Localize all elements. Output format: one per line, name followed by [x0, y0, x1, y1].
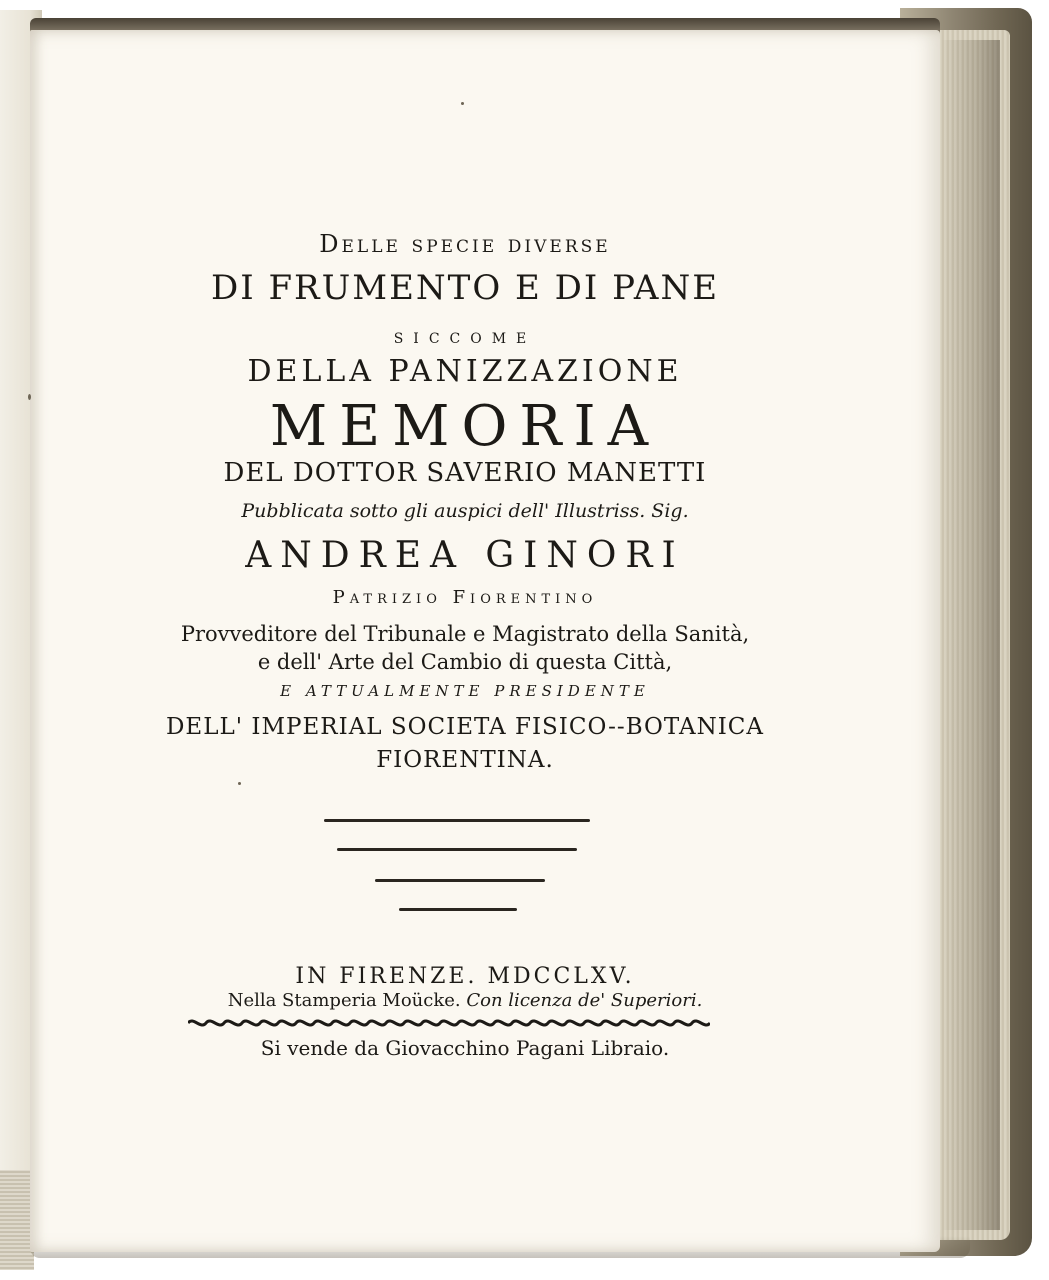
edge-shadow — [940, 40, 1000, 1230]
title-line-4: DELLA PANIZZAZIONE — [247, 354, 683, 389]
decorative-rule-3 — [375, 879, 545, 882]
ornament-border — [188, 1016, 710, 1030]
title-line-3: siccome — [393, 324, 537, 348]
dedication-line: Pubblicata sotto gli auspici dell' Illustriss. Sig. — [241, 500, 689, 522]
patron-title: Patrizio Fiorentino — [332, 587, 598, 608]
imprint-printer-line — [30, 990, 900, 1011]
society-line-2: FIORENTINA. — [376, 747, 554, 773]
decorative-rule-2 — [337, 848, 577, 851]
paper-speck — [28, 394, 31, 400]
title-line-2: DI FRUMENTO E DI PANE — [210, 268, 720, 308]
title-line-1: Delle specie diverse — [319, 230, 611, 258]
patron-office-1: Provveditore del Tribunale e Magistrato della Sanità, — [180, 622, 750, 646]
patron-office-2: e dell' Arte del Cambio di questa Città, — [257, 650, 673, 674]
imprint-place-date: IN FIRENZE. MDCCLXV. — [295, 964, 635, 989]
imprint-license: Con licenza de' Superiori. — [466, 990, 703, 1011]
patron-name: ANDREA GINORI — [245, 535, 685, 576]
paper-speck — [461, 102, 464, 105]
decorative-rule-1 — [324, 819, 590, 822]
title-page — [30, 30, 940, 1252]
author-line: DEL DOTTOR SAVERIO MANETTI — [223, 458, 707, 488]
patron-office-3: E ATTUALMENTE PRESIDENTE — [280, 682, 650, 700]
imprint-seller: Si vende da Giovacchino Pagani Libraio. — [260, 1036, 670, 1060]
main-title: MEMORIA — [269, 394, 661, 459]
decorative-rule-4 — [399, 908, 517, 911]
society-line-1: DELL' IMPERIAL SOCIETA FISICO--BOTANICA — [165, 714, 765, 740]
left-page-edges — [0, 1170, 34, 1270]
paper-speck — [238, 782, 241, 785]
imprint-printer: Nella Stamperia Moücke. — [227, 990, 461, 1011]
